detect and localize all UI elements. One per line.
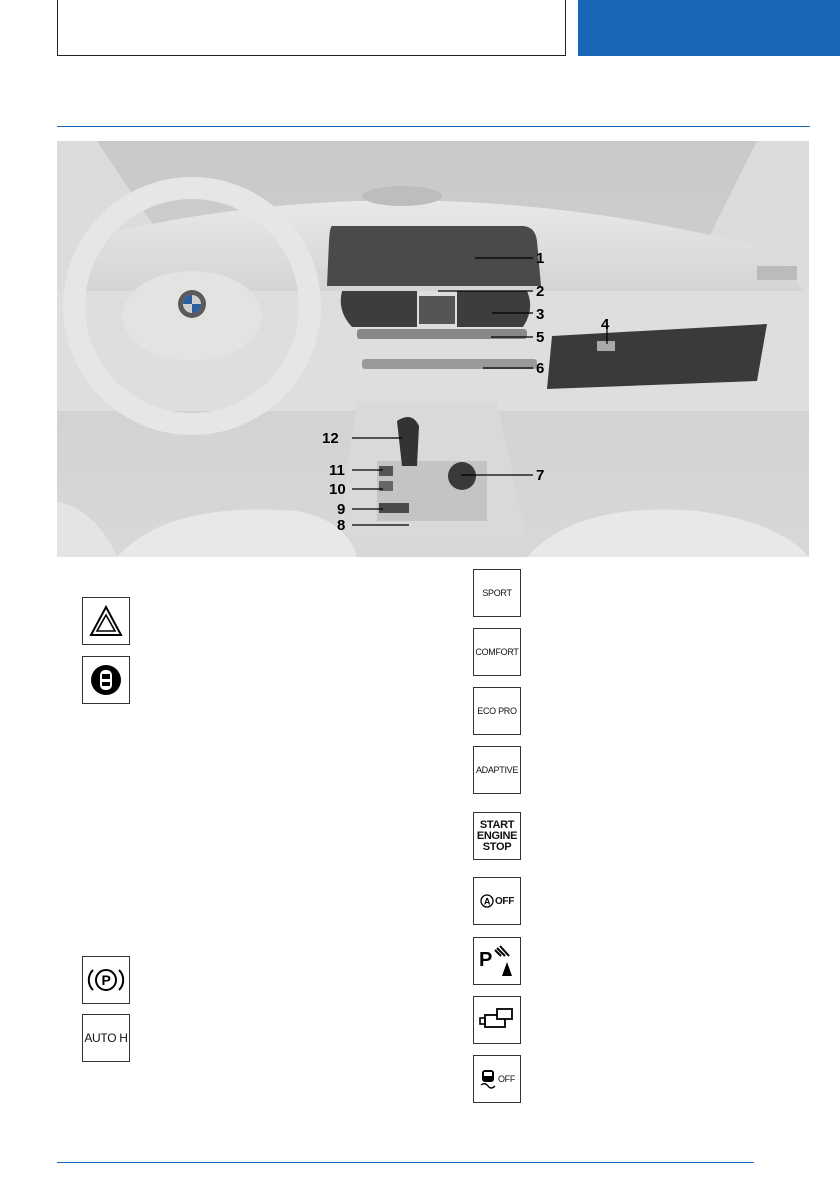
callout-1: 1 bbox=[536, 250, 545, 267]
auto-hold-label: AUTO H bbox=[84, 1031, 128, 1045]
adaptive-mode-button bbox=[473, 746, 521, 794]
callout-10: 10 bbox=[329, 481, 346, 498]
central-locking-icon bbox=[89, 663, 123, 697]
eco-pro-label: ECO PRO bbox=[477, 706, 517, 716]
stop-label: STOP bbox=[482, 840, 512, 853]
central-locking-button bbox=[82, 656, 130, 704]
hazard-warning-button bbox=[82, 597, 130, 645]
auto-start-stop-button bbox=[473, 877, 521, 925]
park-distance-control-button bbox=[473, 937, 521, 985]
dsc-off-button bbox=[473, 1055, 521, 1103]
hazard-warning-icon bbox=[89, 605, 123, 637]
sport-mode-button bbox=[473, 569, 521, 617]
engine-label: ENGINE bbox=[476, 829, 518, 842]
camera-icon bbox=[479, 1006, 515, 1034]
start-label: START bbox=[479, 818, 515, 831]
dsc-skid-car-icon bbox=[479, 1068, 497, 1090]
camera-button bbox=[473, 996, 521, 1044]
header-box bbox=[57, 0, 566, 56]
dsc-off-label: OFF bbox=[497, 1074, 516, 1084]
callout-11: 11 bbox=[329, 462, 345, 479]
svg-text:P: P bbox=[101, 972, 111, 988]
right-vent bbox=[457, 291, 530, 327]
callout-4: 4 bbox=[601, 316, 610, 333]
left-vent bbox=[341, 291, 417, 327]
eco-pro-mode-button bbox=[473, 687, 521, 735]
controller bbox=[448, 462, 476, 490]
parking-brake-button bbox=[82, 956, 130, 1004]
top-rule bbox=[57, 126, 810, 127]
hazard-center bbox=[419, 296, 455, 324]
control-display bbox=[327, 226, 541, 286]
comfort-mode-button bbox=[473, 628, 521, 676]
sport-label: SPORT bbox=[482, 588, 512, 598]
callout-9: 9 bbox=[337, 501, 346, 518]
callout-3: 3 bbox=[536, 306, 545, 323]
svg-text:A: A bbox=[483, 896, 491, 907]
start-stop-button bbox=[473, 812, 521, 860]
callout-7: 7 bbox=[536, 467, 545, 484]
cockpit-illustration bbox=[57, 141, 809, 557]
callout-8: 8 bbox=[337, 517, 346, 534]
callout-5: 5 bbox=[536, 329, 545, 346]
callout-2: 2 bbox=[536, 283, 545, 300]
park-distance-control-icon bbox=[477, 944, 517, 978]
comfort-label: COMFORT bbox=[475, 647, 519, 657]
chapter-tab bbox=[578, 0, 840, 56]
auto-start-stop-off-label: OFF bbox=[494, 895, 515, 907]
auto-start-stop-icon bbox=[480, 894, 494, 908]
callout-12: 12 bbox=[322, 430, 339, 447]
svg-text:P: P bbox=[479, 949, 493, 971]
callout-6: 6 bbox=[536, 360, 545, 377]
bottom-rule bbox=[57, 1162, 754, 1163]
auto-hold-button bbox=[82, 1014, 130, 1062]
adaptive-label: ADAPTIVE bbox=[475, 765, 519, 775]
parking-brake-icon bbox=[86, 964, 126, 996]
